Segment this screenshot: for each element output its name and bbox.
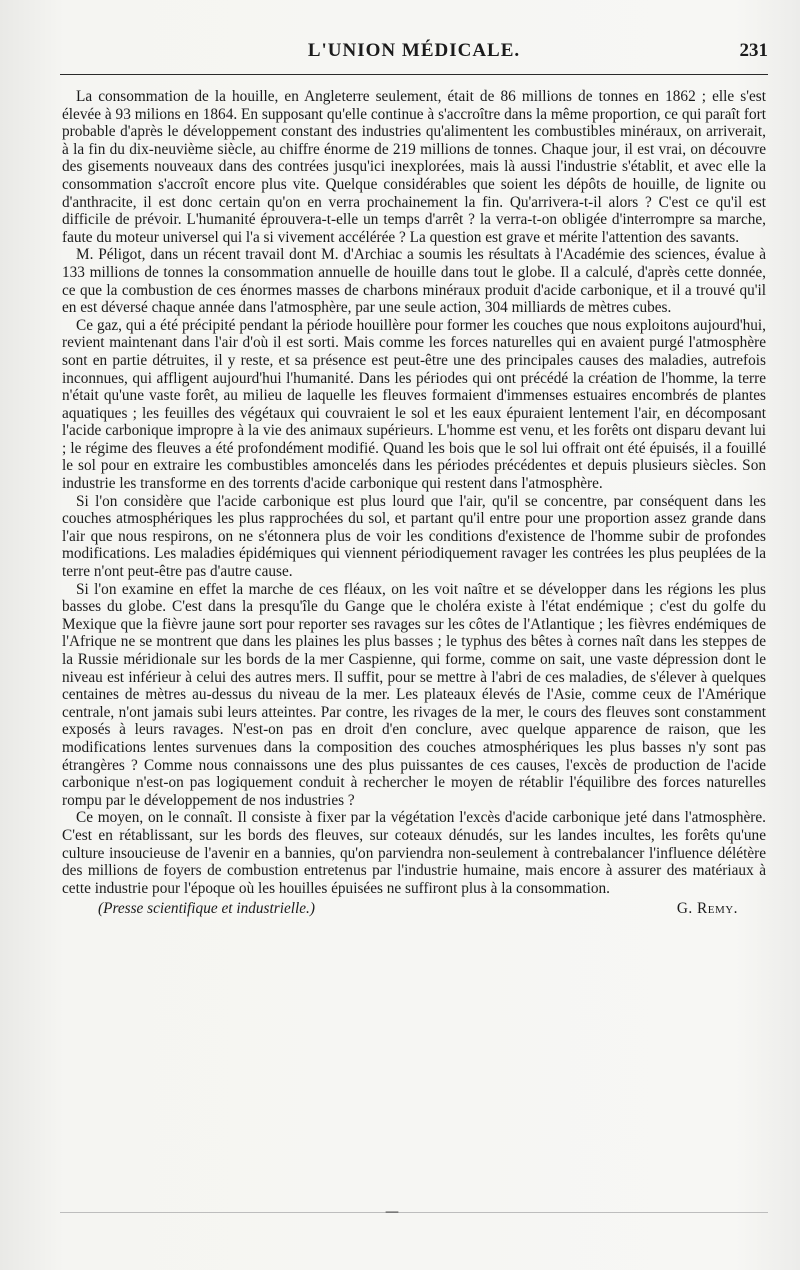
running-title: L'UNION MÉDICALE.: [307, 40, 521, 61]
footer-mark: —: [385, 1204, 399, 1220]
signature-line: [62, 900, 766, 918]
paragraph-1: La consommation de la houille, en Angleterre seulement, était de 86 millions de tonnes en 1862 ; elle s'est élevée à 93 milions en 1864. En supposant qu'elle continue à s'accroître dans la même proportion, ce qui paraît fort probable d'après le développement constant des industries qu'alimentent les combustibles minéraux, on arriverait, à la fin du dix-neuvième siècle, au chiffre énorme de 219 millions de tonnes. Chaque jour, il est vrai, on découvre des gisements nouveaux dans des contrées jusqu'ici inexplorées, mais là aussi l'industrie s'établit, et avec elle la consommation s'accroît encore plus vite. Quelque considérables que soient les dépôts de houille, de lignite ou d'anthracite, il est donc certain qu'on en verra prochainement la fin. Qu'arrivera-t-il alors ? C'est ce qu'il est difficile de prévoir. L'humanité éprouvera-t-elle un temps d'arrêt ? la verra-t-on obligée d'interrompre sa marche, faute du moteur universel qui l'a si vivement accélérée ? La question est grave et mérite l'attention des savants.: [62, 88, 766, 246]
page-number: 231: [739, 40, 768, 61]
footer-rule: [60, 1212, 768, 1213]
source-citation: (Presse scientifique et industrielle.): [98, 900, 315, 918]
article-body: [62, 88, 766, 918]
paragraph-2: M. Péligot, dans un récent travail dont M. d'Archiac a soumis les résultats à l'Académie des sciences, évalue à 133 millions de tonnes la consommation annuelle de houille dans tout le globe. Il a calculé, d'après cette donnée, ce que la combustion de ces énormes masses de charbons minéraux produit d'acide carbonique, et il a trouvé qu'il en est déversé chaque année dans l'atmosphère, par une seule action, 304 milliards de mètres cubes.: [62, 246, 766, 317]
header-rule: [60, 74, 768, 75]
author-name: G. Remy.: [676, 900, 738, 918]
paragraph-5: Si l'on examine en effet la marche de ces fléaux, on les voit naître et se développer dans les régions les plus basses du globe. C'est dans la presqu'île du Gange que le choléra existe à l'état endémique ; c'est du golfe du Mexique que la fièvre jaune sort pour reporter ses ravages sur les côtes de l'Atlantique ; les fièvres endémiques de l'Afrique ne se montrent que dans les plaines les plus basses ; le typhus des bêtes à cornes naît dans les steppes de la Russie méridionale sur les bords de la mer Caspienne, qui forme, comme on sait, une vaste dépression dont le niveau est inférieur à celui des autres mers. Il suffit, pour se mettre à l'abri de ces maladies, de s'élever à quelques centaines de mètres au-dessus du niveau de la mer. Les plateaux élevés de l'Asie, comme ceux de l'Amérique centrale, n'ont jamais subi leurs atteintes. Par contre, les rivages de la mer, le cours des fleuves sont constamment exposés à leurs ravages. N'est-on pas en droit d'en conclure, avec quelque apparence de raison, que les modifications lentes survenues dans la composition des couches atmosphériques les plus basses n'y sont pas étrangères ? Comme nous connaissons une des plus puissantes de ces causes, l'excès de production de l'acide carbonique n'est-on pas logiquement conduit à rechercher le moyen de rétablir l'équilibre des forces naturelles rompu par le développement de nos industries ?: [62, 580, 766, 809]
paragraph-4: Si l'on considère que l'acide carbonique est plus lourd que l'air, qu'il se concentre, par conséquent dans les couches atmosphériques les plus rapprochées du sol, et partant qu'il entre pour une proportion assez grande dans l'air que nous respirons, on ne s'étonnera plus de voir les conditions d'existence de l'homme subir de profondes modifications. Les maladies épidémiques qui viennent périodiquement ravager les contrées les plus peuplées de la terre n'ont peut-être pas d'autre cause.: [62, 492, 766, 581]
paragraph-6: Ce moyen, on le connaît. Il consiste à fixer par la végétation l'excès d'acide carbonique jeté dans l'atmosphère. C'est en rétablissant, sur les bords des fleuves, sur coteaux dénudés, sur les landes incultes, les forêts qu'une culture insoucieuse de l'avenir en a bannies, qu'on parviendra non-seulement à contrebalancer l'influence délétère des millions de foyers de combustion entretenus par l'industrie humaine, mais encore à assurer des matériaux à cette industrie pour l'époque où les houilles épuisées ne suffiront plus à la consommation.: [62, 809, 766, 897]
paragraph-3: Ce gaz, qui a été précipité pendant la période houillère pour former les couches que nous exploitons aujourd'hui, revient maintenant dans l'air d'où il est sorti. Mais comme les forces naturelles qui en avaient purgé l'atmosphère sont en partie détruites, il y reste, et sa présence est peut-être une des principales causes des maladies, autrefois inconnues, qui affligent aujourd'hui l'humanité. Dans les périodes qui ont précédé la création de l'homme, la terre n'était qu'une vaste forêt, au milieu de laquelle les fleuves formaient d'immenses estuaires encombrés de plantes aquatiques ; les feuilles des végétaux qui couvraient le sol et les eaux épuraient lentement l'air, en décomposant l'acide carbonique impropre à la vie des animaux supérieurs. L'homme est venu, et les forêts ont disparu devant lui ; le régime des fleuves a été profondément modifié. Quand les bois que le sol lui offrait ont été épuisés, il a fouillé le sol pour en extraire les combustibles amoncelés dans les périodes précédentes et depuis plusieurs siècles. Son industrie les transforme en des torrents d'acide carbonique qui restent dans l'atmosphère.: [62, 316, 766, 493]
page-header: [60, 32, 768, 72]
